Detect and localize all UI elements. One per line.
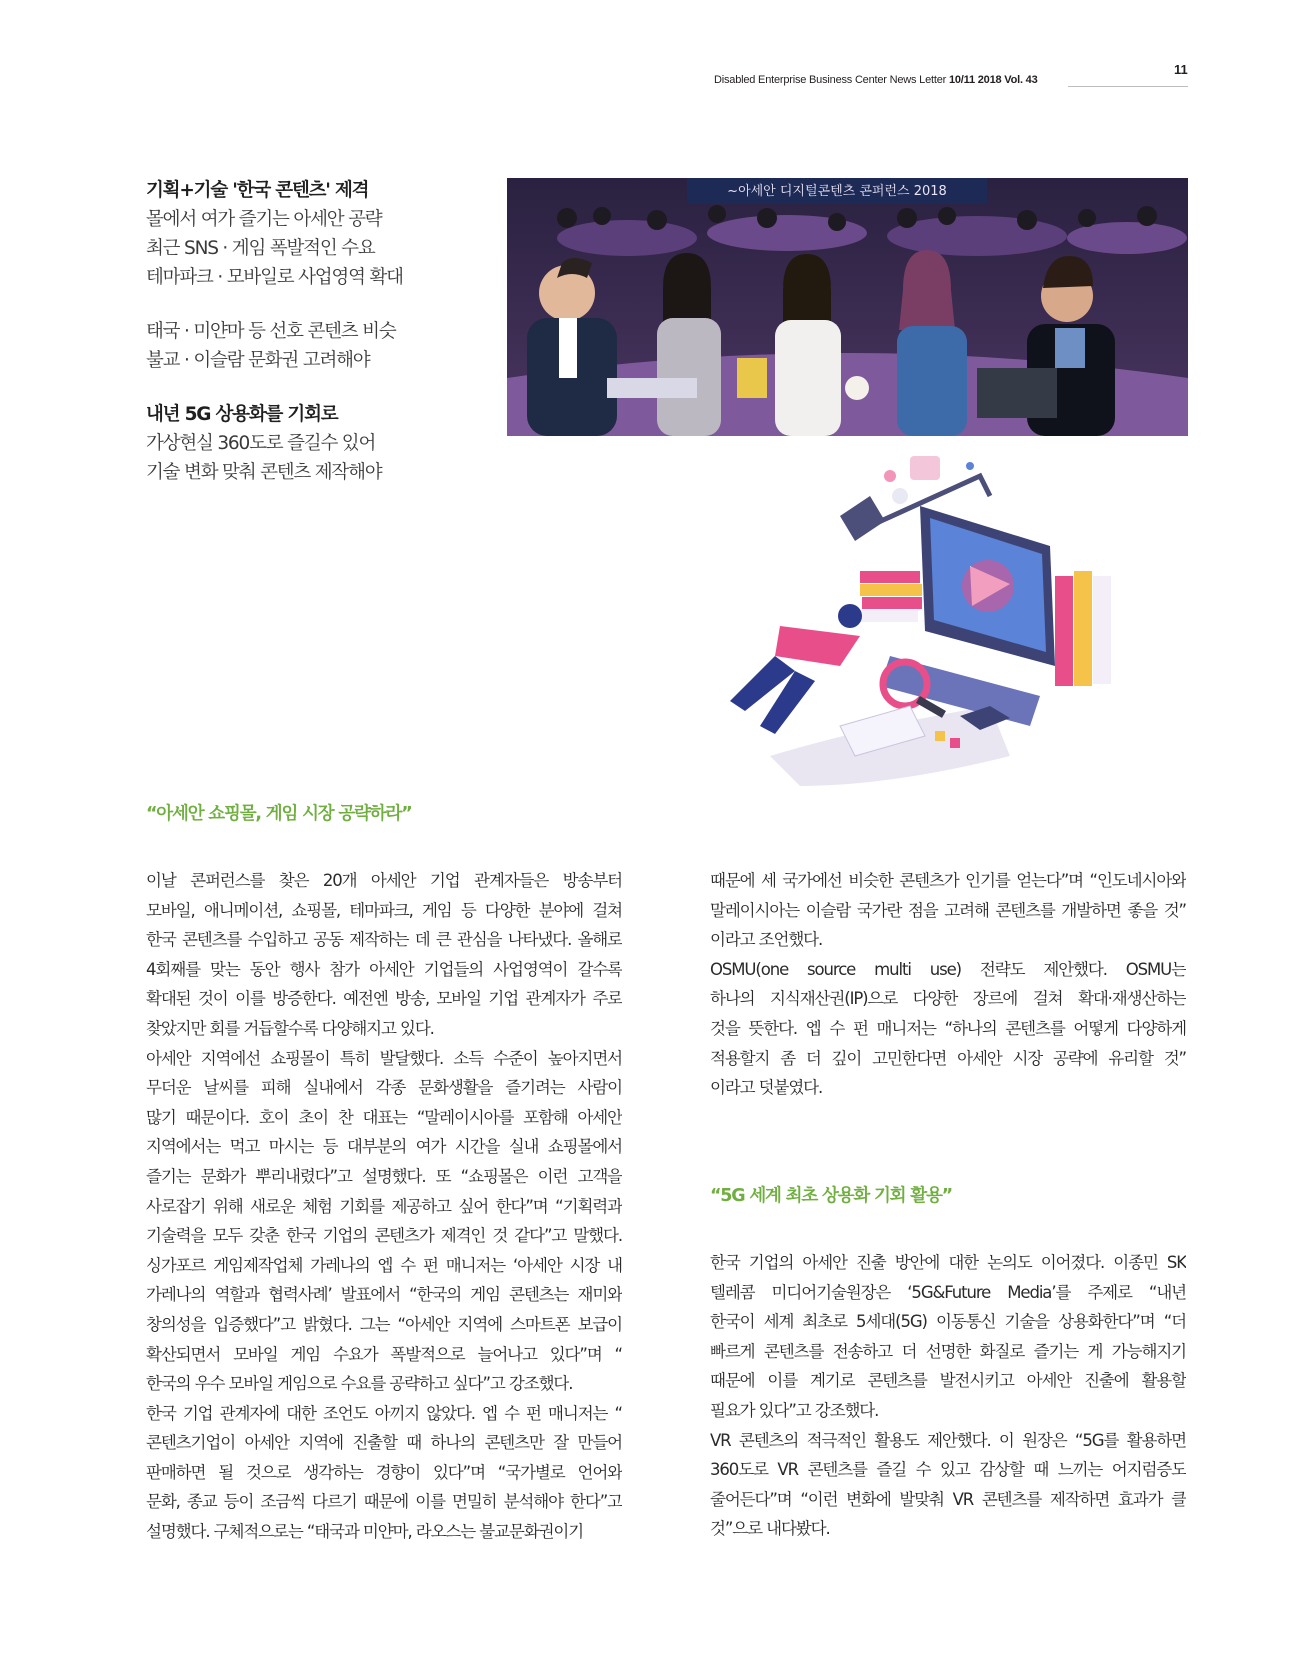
section1-right-column (710, 866, 1186, 1103)
body-text-line: 한국 기업의 아세안 진출 방안에 대한 논의도 이어졌다. 이종민 SK (710, 1253, 1186, 1272)
body-text-line: 콘텐츠기업이 아세안 지역에 진출할 때 하나의 콘텐츠만 잘 만들어 (146, 1433, 622, 1453)
body-text-line: 적용할지 좀 더 깊이 고민한다면 아세안 시장 공략에 유리할 것” (710, 1048, 1186, 1068)
body-text-line: 빠르게 콘텐츠를 전송하고 더 선명한 화질로 즐기는 게 가능해지기 (710, 1341, 1186, 1361)
body-text-line: 360도로 VR 콘텐츠를 즐길 수 있고 감상할 때 느끼는 어지럼증도 (710, 1460, 1186, 1480)
section1-heading: “아세안 쇼핑몰, 게임 시장 공략하라” (146, 804, 412, 824)
body-text-line: 때문에 이를 계기로 콘텐츠를 발전시키고 아세안 진출에 활용할 (710, 1371, 1186, 1391)
body-text-line: 것”으로 내다봤다. (710, 1519, 830, 1539)
body-text-line: 확대된 것이 이를 방증한다. 예전엔 방송, 모바일 기업 관계자가 주로 (146, 989, 622, 1009)
body-text-line: OSMU(one source multi use) 전략도 제안했다. OSMU는 (710, 959, 1186, 979)
page-number: 11 (1174, 62, 1188, 77)
header-rule (1068, 86, 1188, 87)
body-text-line: 창의성을 입증했다”고 밝혔다. 그는 “아세안 지역에 스마트폰 보급이 (146, 1314, 622, 1334)
body-text-line: 한국의 우수 모바일 게임으로 수요를 공략하고 싶다”고 강조했다. (146, 1374, 573, 1394)
newsletter-title: Disabled Enterprise Business Center News Letter (714, 74, 947, 86)
digital-content-illustration (710, 456, 1180, 816)
body-text-line: 텔레콤 미디어기술원장은 ‘5G&Future Media’를 주제로 “내년 (710, 1282, 1186, 1302)
body-text-line: 한국 콘텐츠를 수입하고 공동 제작하는 데 큰 관심을 나타냈다. 올해로 (146, 930, 622, 950)
body-text-line: 찾았지만 회를 거듭할수록 다양해지고 있다. (146, 1018, 434, 1038)
summary-line: 테마파크 · 모바일로 사업영역 확대 (146, 267, 403, 288)
body-text-line: 이날 콘퍼런스를 찾은 20개 아세안 기업 관계자들은 방송부터 (146, 871, 622, 890)
body-text-line: 말레이시아는 이슬람 국가란 점을 고려해 콘텐츠를 개발하면 좋을 것” (710, 900, 1186, 920)
body-text-line: 가레나의 역할과 협력사례’ 발표에서 “한국의 게임 콘텐츠는 재미와 (146, 1285, 622, 1305)
summary-line: 몰에서 여가 즐기는 아세안 공략 (146, 209, 382, 230)
summary-group (146, 317, 476, 375)
body-text-line: 기술력을 모두 갖춘 한국 기업의 콘텐츠가 제격인 것 같다”고 말했다. (146, 1226, 622, 1246)
body-text-line: 한국 기업 관계자에 대한 조언도 아끼지 않았다. 엡 수 펀 매니저는 “ (146, 1403, 622, 1423)
summary-headline: 기획+기술 '한국 콘텐츠' 제격 (146, 180, 369, 201)
body-text-line: 때문에 세 국가에선 비슷한 콘텐츠가 인기를 얻는다”며 “인도네시아와 (710, 871, 1186, 890)
body-text-line: 한국이 세계 최초로 5세대(5G) 이동통신 기술을 상용화한다”며 “더 (710, 1312, 1186, 1332)
newsletter-header (714, 74, 1038, 86)
summary-headline: 내년 5G 상용화를 기회로 (146, 404, 338, 425)
section2-heading: “5G 세계 최초 상용화 기회 활용” (710, 1186, 952, 1206)
photo-banner-text: ~아세안 디지털콘텐츠 콘퍼런스 2018 (727, 184, 947, 199)
body-text-line: 판매하면 될 것으로 생각하는 경향이 있다”며 “국가별로 언어와 (146, 1462, 622, 1482)
body-text-line: 것을 뜻한다. 엡 수 펀 매니저는 “하나의 콘텐츠를 어떻게 다양하게 (710, 1018, 1186, 1038)
body-text-line: VR 콘텐츠의 적극적인 활용도 제안했다. 이 원장은 “5G를 활용하면 (710, 1430, 1186, 1450)
section1-left-column (146, 866, 622, 1547)
body-text-line: 설명했다. 구체적으로는 “태국과 미얀마, 라오스는 불교문화권이기 (146, 1522, 584, 1542)
summary-line: 불교 · 이슬람 문화권 고려해야 (146, 350, 370, 371)
body-text-line: 이라고 덧붙였다. (710, 1078, 823, 1098)
summary-box (146, 176, 476, 512)
body-text-line: 모바일, 애니메이션, 쇼핑몰, 테마파크, 게임 등 다양한 분야에 걸쳐 (146, 900, 622, 920)
illustration-image (710, 456, 1180, 816)
body-text-line: 하나의 지식재산권(IP)으로 다양한 장르에 걸쳐 확대·재생산하는 (710, 989, 1186, 1009)
issue-label: 10/11 2018 Vol. 43 (948, 74, 1038, 86)
conference-photo (507, 178, 1188, 436)
body-text-line: 싱가포르 게임제작업체 가레나의 엡 수 펀 매니저는 ‘아세안 시장 내 (146, 1255, 622, 1275)
body-text-line: 확산되면서 모바일 게임 수요가 폭발적으로 늘어나고 있다”며 “ (146, 1344, 622, 1364)
body-text-line: 지역에서는 먹고 마시는 등 대부분의 여가 시간을 실내 쇼핑몰에서 (146, 1137, 622, 1157)
body-text-line: 줄어든다”며 “이런 변화에 발맞춰 VR 콘텐츠를 제작하면 효과가 클 (710, 1489, 1186, 1509)
summary-line: 가상현실 360도로 즐길수 있어 (146, 433, 376, 454)
body-text-line: 사로잡기 위해 새로운 체험 기회를 제공하고 싶어 한다”며 “기획력과 (146, 1196, 622, 1216)
summary-group (146, 400, 476, 487)
body-text-line: 필요가 있다”고 강조했다. (710, 1400, 879, 1420)
body-text-line: 아세안 지역에선 쇼핑몰이 특히 발달했다. 소득 수준이 높아지면서 (146, 1048, 622, 1068)
summary-line: 최근 SNS · 게임 폭발적인 수요 (146, 238, 375, 259)
body-text-line: 즐기는 문화가 뿌리내렸다”고 설명했다. 또 “쇼핑몰은 이런 고객을 (146, 1166, 622, 1186)
body-text-line: 이라고 조언했다. (710, 930, 823, 950)
body-text-line: 4회째를 맞는 동안 행사 참가 아세안 기업들의 사업영역이 갈수록 (146, 959, 622, 979)
summary-line: 태국 · 미얀마 등 선호 콘텐츠 비슷 (146, 321, 396, 342)
summary-group (146, 176, 476, 292)
summary-line: 기술 변화 맞춰 콘텐츠 제작해야 (146, 462, 382, 483)
section2-column (710, 1248, 1186, 1544)
body-text-line: 많기 때문이다. 호이 초이 찬 대표는 “말레이시아를 포함해 아세안 (146, 1107, 622, 1127)
body-text-line: 문화, 종교 등이 조금씩 다르기 때문에 이를 면밀히 분석해야 한다”고 (146, 1492, 622, 1512)
body-text-line: 무더운 날씨를 피해 실내에서 각종 문화생활을 즐기려는 사람이 (146, 1078, 622, 1098)
conference-photo-image (507, 178, 1188, 436)
